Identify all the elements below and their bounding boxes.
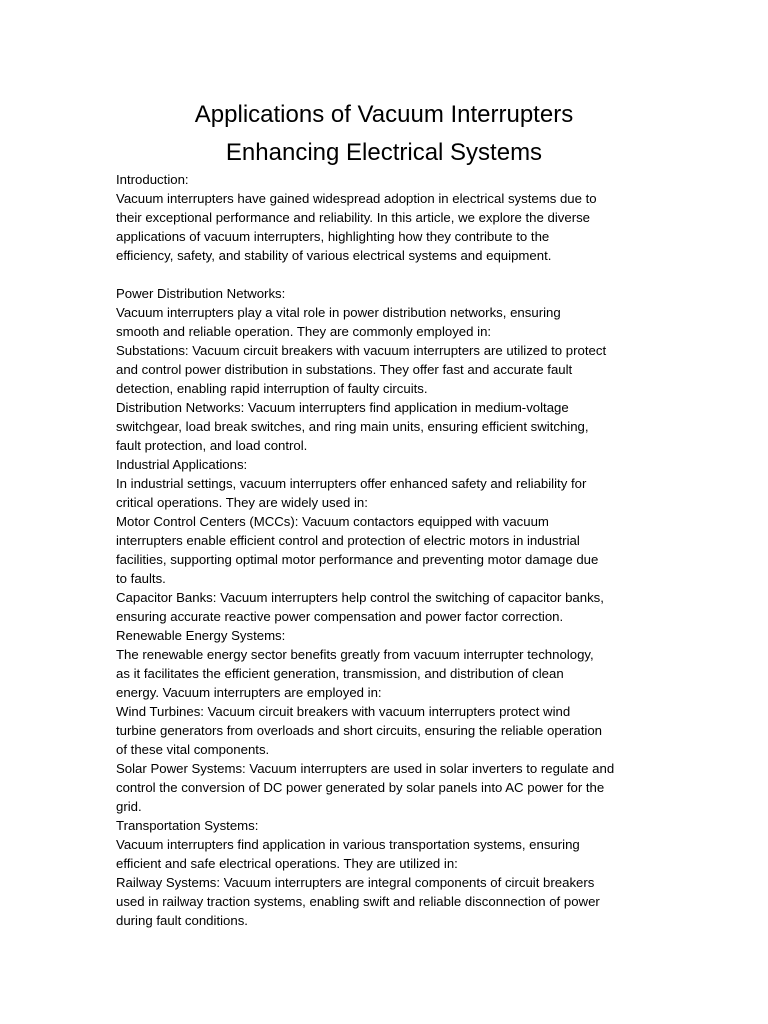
body-line: control the conversion of DC power generated by solar panels into AC power for the [116,780,605,795]
body-line: Renewable Energy Systems: [116,628,286,643]
document-title [0,96,768,172]
paragraph-spacer [116,265,656,284]
body-line: Wind Turbines: Vacuum circuit breakers with vacuum interrupters protect wind [116,704,571,719]
body-line: Vacuum interrupters have gained widespread adoption in electrical systems due to [116,191,597,206]
body-line: Industrial Applications: [116,457,248,472]
body-line: fault protection, and load control. [116,438,308,453]
body-line: efficiency, safety, and stability of various electrical systems and equipment. [116,248,552,263]
body-line: Capacitor Banks: Vacuum interrupters help control the switching of capacitor banks, [116,590,604,605]
body-line: Introduction: [116,172,189,187]
body-line: critical operations. They are widely used in: [116,495,368,510]
body-line: interrupters enable efficient control and protection of electric motors in industrial [116,533,580,548]
body-line: grid. [116,799,142,814]
body-line: Transportation Systems: [116,818,259,833]
body-line: efficient and safe electrical operations. They are utilized in: [116,856,458,871]
body-line: Railway Systems: Vacuum interrupters are integral components of circuit breakers [116,875,595,890]
body-line: as it facilitates the efficient generation, transmission, and distribution of clean [116,666,564,681]
body-line: to faults. [116,571,166,586]
body-line: detection, enabling rapid interruption of faulty circuits. [116,381,428,396]
body-line: Motor Control Centers (MCCs): Vacuum contactors equipped with vacuum [116,514,549,529]
body-line: energy. Vacuum interrupters are employed in: [116,685,382,700]
body-line: applications of vacuum interrupters, highlighting how they contribute to the [116,229,550,244]
body-line: Power Distribution Networks: [116,286,286,301]
body-line: used in railway traction systems, enabling swift and reliable disconnection of power [116,894,600,909]
body-line: The renewable energy sector benefits greatly from vacuum interrupter technology, [116,647,594,662]
title-line-1: Applications of Vacuum Interrupters [194,101,574,128]
title-line-2: Enhancing Electrical Systems [225,139,543,166]
body-line: In industrial settings, vacuum interrupters offer enhanced safety and reliability for [116,476,587,491]
body-line: switchgear, load break switches, and ring main units, ensuring efficient switching, [116,419,589,434]
body-line: their exceptional performance and reliability. In this article, we explore the diverse [116,210,591,225]
body-line: turbine generators from overloads and short circuits, ensuring the reliable operation [116,723,603,738]
body-line: and control power distribution in substations. They offer fast and accurate fault [116,362,573,377]
document-body [116,170,656,930]
body-line: Substations: Vacuum circuit breakers with vacuum interrupters are utilized to protect [116,343,607,358]
body-line: during fault conditions. [116,913,248,928]
body-line: Vacuum interrupters play a vital role in power distribution networks, ensuring [116,305,561,320]
body-line: ensuring accurate reactive power compensation and power factor correction. [116,609,564,624]
body-line: facilities, supporting optimal motor performance and preventing motor damage due [116,552,599,567]
body-line: Distribution Networks: Vacuum interrupters find application in medium-voltage [116,400,569,415]
body-line: Vacuum interrupters find application in various transportation systems, ensuring [116,837,580,852]
body-line: Solar Power Systems: Vacuum interrupters are used in solar inverters to regulate and [116,761,615,776]
body-line: of these vital components. [116,742,270,757]
body-line: smooth and reliable operation. They are commonly employed in: [116,324,492,339]
